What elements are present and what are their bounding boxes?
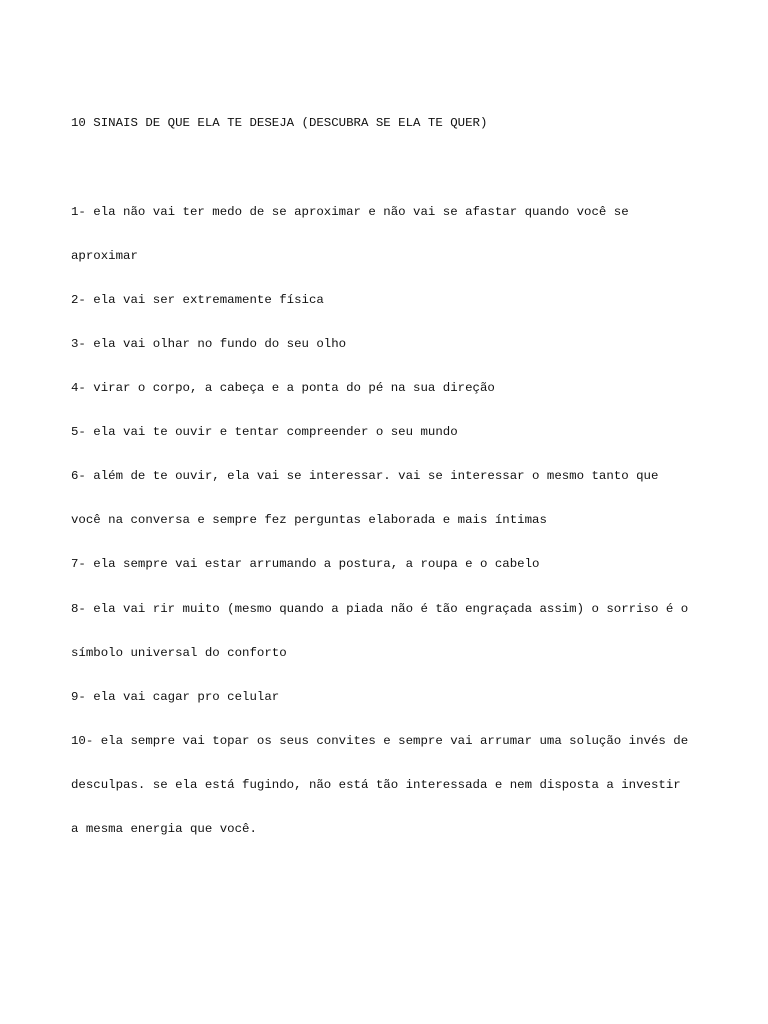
text-line: 1- ela não vai ter medo de se aproximar e não vai se afastar quando você se	[71, 204, 629, 219]
text-line: a mesma energia que você.	[71, 822, 257, 837]
text-line: 3- ela vai olhar no fundo do seu olho	[71, 336, 347, 351]
blank-line	[71, 161, 731, 176]
text-line: 8- ela vai rir muito (mesmo quando a piada não é tão engraçada assim) o sorriso é o	[71, 601, 689, 616]
text-line: 9- ela vai cagar pro celular	[71, 689, 280, 704]
document-body	[71, 87, 731, 866]
text-line: 6- além de te ouvir, ela vai se interessar. vai se interessar o mesmo tanto que	[71, 469, 659, 484]
text-line: 4- virar o corpo, a cabeça e a ponta do pé na sua direção	[71, 381, 495, 396]
text-line: aproximar	[71, 248, 138, 263]
text-line: 2- ela vai ser extremamente física	[71, 292, 324, 307]
text-line: você na conversa e sempre fez perguntas elaborada e mais íntimas	[71, 513, 547, 528]
document-title: 10 SINAIS DE QUE ELA TE DESEJA (DESCUBRA SE ELA TE QUER)	[71, 116, 488, 131]
text-line: desculpas. se ela está fugindo, não está tão interessada e nem disposta a investir	[71, 778, 681, 793]
text-line: 5- ela vai te ouvir e tentar compreender o seu mundo	[71, 425, 458, 440]
text-line: 7- ela sempre vai estar arrumando a postura, a roupa e o cabelo	[71, 557, 540, 572]
text-line: 10- ela sempre vai topar os seus convites e sempre vai arrumar uma solução invés de	[71, 733, 689, 748]
text-line: símbolo universal do conforto	[71, 645, 287, 660]
